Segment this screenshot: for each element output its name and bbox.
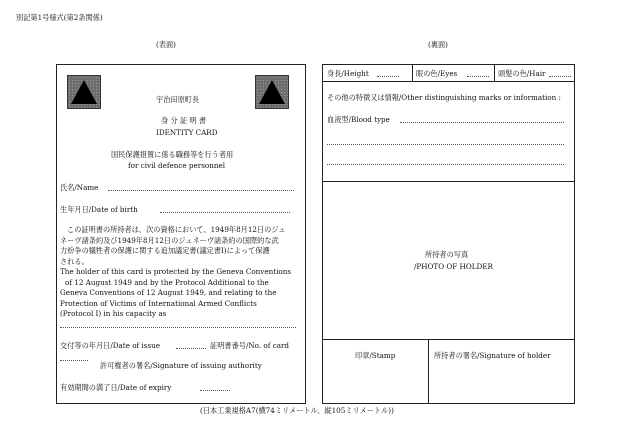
statement-line: Geneva Conventions of 12 August 1949, and relating to the: [60, 288, 277, 298]
blood-type-label: 血液型/Blood type: [327, 115, 390, 124]
issue-date-label: 交付等の年月日/Date of issue: [60, 341, 161, 350]
photo-label-en: /PHOTO OF HOLDER: [414, 262, 493, 271]
expiry-label: 有効期間の満了日/Date of expiry: [60, 383, 172, 392]
dob-label: 生年月日/Date of birth: [60, 205, 138, 214]
form-number-label: 別記第1号様式(第2条関係): [16, 13, 103, 22]
protection-statement-en: [60, 267, 291, 320]
statement-line: される。: [60, 256, 89, 266]
card-number-label: 証明書番号/No. of card: [210, 341, 290, 350]
protective-sign-icon: [255, 75, 289, 109]
divider: [428, 339, 429, 404]
statement-line: Protection of Victims of International Armed Conflicts: [60, 298, 257, 308]
paper-size-note: (日本工業規格A7(横74ミリメートル、縦105ミリメートル)): [200, 406, 394, 415]
card-number-field[interactable]: [60, 360, 88, 361]
issue-date-field[interactable]: [176, 348, 206, 349]
hair-label: 頭髪の色/Hair: [498, 69, 546, 78]
statement-line: of 12 August 1949 and by the Protocol Additional to the: [65, 277, 269, 287]
divider: [322, 181, 575, 182]
photo-label-jp: 所持者の写真: [425, 250, 469, 259]
statement-line: (Protocol Ⅰ) in his capacity as: [60, 309, 167, 319]
hair-field[interactable]: [549, 76, 571, 77]
name-field[interactable]: [108, 190, 294, 191]
eyes-label: 眼の色/Eyes: [416, 69, 458, 78]
card-subtitle-jp: 国民保護措置に係る職務等を行う者用: [111, 150, 234, 159]
info-field-line[interactable]: [327, 144, 564, 145]
card-title-jp: 身 分 証 明 書: [161, 116, 207, 125]
statement-line: ネーヴ諸条約及び1949年8月12日のジュネーヴ諸条約の国際的な武: [60, 235, 279, 245]
divider: [494, 64, 495, 81]
info-field-line[interactable]: [327, 164, 564, 165]
protective-sign-icon: [67, 75, 101, 109]
statement-line: 力紛争の犠牲者の保護に関する追加議定書(議定書Ⅰ)によって保護: [60, 246, 270, 256]
divider: [322, 339, 575, 340]
eyes-field[interactable]: [467, 76, 489, 77]
expiry-field[interactable]: [200, 390, 230, 391]
statement-line: The holder of this card is protected by the Geneva Conventions: [60, 267, 292, 276]
stamp-label: 印章/Stamp: [355, 351, 396, 360]
card-subtitle-en: for civil defence personnel: [128, 161, 226, 170]
card-title-en: IDENTITY CARD: [156, 128, 218, 137]
name-label: 氏名/Name: [60, 183, 99, 192]
capacity-field[interactable]: [60, 327, 296, 328]
issuer-name: 宇治田原町長: [156, 95, 200, 104]
back-side-label: (裏面): [428, 40, 448, 49]
blood-type-field[interactable]: [400, 122, 564, 123]
statement-line: この証明書の所持者は、次の資格において、1949年8月12日のジュ: [67, 225, 286, 234]
issuing-signature-label: 許可権者の署名/Signature of issuing authority: [100, 361, 262, 370]
height-field[interactable]: [377, 76, 399, 77]
protection-statement-jp: [60, 225, 286, 267]
front-side-label: (表面): [156, 40, 176, 49]
divider: [412, 64, 413, 81]
holder-signature-label: 所持者の署名/Signature of holder: [434, 351, 551, 360]
distinguishing-marks-label: その他の特徴又は情報/Other distinguishing marks or information :: [327, 93, 561, 102]
divider: [322, 81, 575, 82]
height-label: 身長/Height: [327, 69, 369, 78]
dob-field[interactable]: [160, 212, 290, 213]
